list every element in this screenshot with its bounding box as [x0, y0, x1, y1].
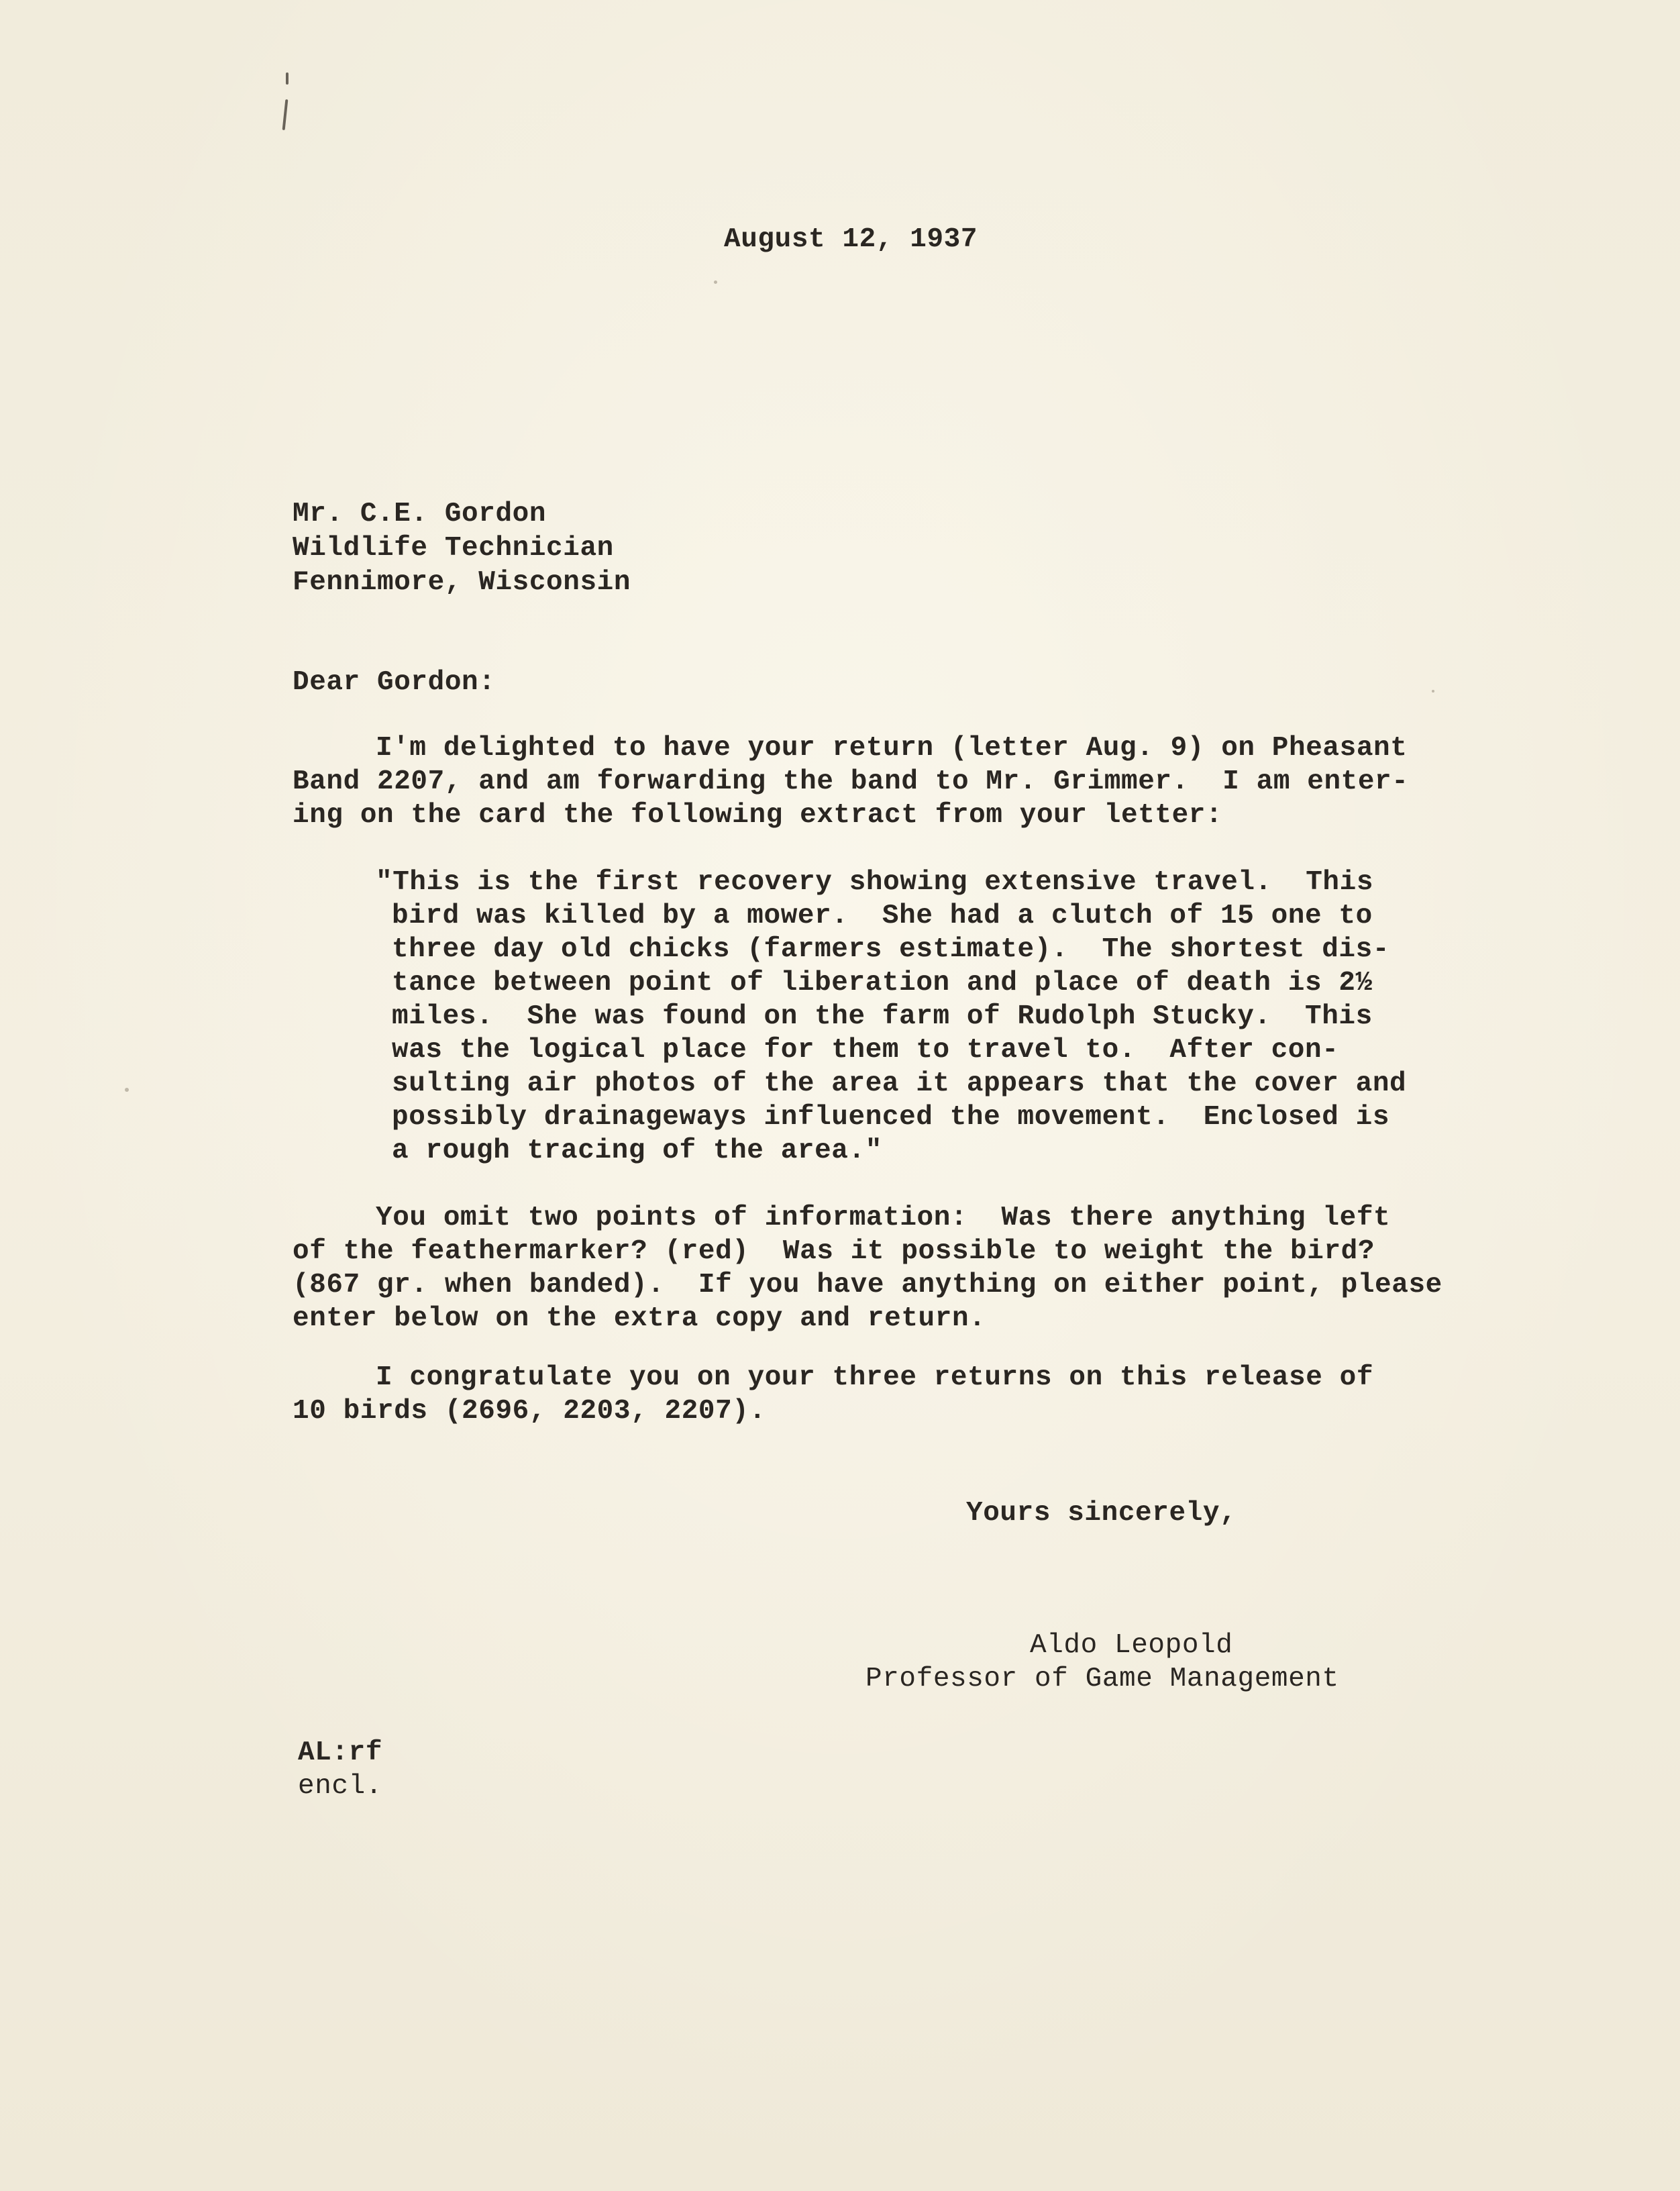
recipient-name: Mr. C.E. Gordon: [293, 499, 547, 529]
recipient-location: Fennimore, Wisconsin: [293, 567, 631, 598]
letter-date: August 12, 1937: [724, 224, 978, 255]
quote-line: "This is the first recovery showing extensive travel. This: [376, 867, 1374, 898]
quote-line: three day old chicks (farmers estimate). The shortest dis-: [392, 934, 1390, 965]
paragraph-2-line: of the feathermarker? (red) Was it possible to weight the bird?: [293, 1236, 1375, 1267]
paragraph-2-line: (867 gr. when banded). If you have anything on either point, please: [293, 1270, 1442, 1301]
signature-title: Professor of Game Management: [865, 1664, 1339, 1694]
ink-mark: [282, 99, 288, 130]
salutation: Dear Gordon:: [293, 667, 496, 698]
paragraph-1-line: Band 2207, and am forwarding the band to Mr. Grimmer. I am enter-: [293, 766, 1409, 797]
paper-speck: [125, 1088, 129, 1092]
paragraph-1-line: I'm delighted to have your return (letter Aug. 9) on Pheasant: [376, 733, 1408, 764]
quote-line: sulting air photos of the area it appears that the cover and: [392, 1068, 1407, 1099]
quote-line: tance between point of liberation and place of death is 2½: [392, 968, 1373, 999]
paragraph-1-line: ing on the card the following extract from your letter:: [293, 800, 1223, 831]
signature-name: Aldo Leopold: [1030, 1630, 1233, 1661]
paper-speck: [714, 281, 717, 284]
closing: Yours sincerely,: [966, 1498, 1237, 1529]
paragraph-2-line: enter below on the extra copy and return.: [293, 1303, 986, 1334]
reference-initials: AL:rf: [298, 1737, 383, 1768]
paragraph-3-line: 10 birds (2696, 2203, 2207).: [293, 1396, 766, 1427]
paragraph-2-line: You omit two points of information: Was there anything left: [376, 1203, 1391, 1233]
quote-line: a rough tracing of the area.": [392, 1135, 882, 1166]
enclosure-note: encl.: [298, 1771, 383, 1802]
paragraph-3-line: I congratulate you on your three returns on this release of: [376, 1362, 1374, 1393]
ink-mark: [286, 72, 288, 85]
quote-line: possibly drainageways influenced the movement. Enclosed is: [392, 1102, 1390, 1133]
quote-line: was the logical place for them to travel to. After con-: [392, 1035, 1339, 1066]
quote-line: bird was killed by a mower. She had a clutch of 15 one to: [392, 901, 1373, 931]
paper-speck: [1432, 690, 1434, 693]
recipient-title: Wildlife Technician: [293, 533, 614, 564]
quote-line: miles. She was found on the farm of Rudolph Stucky. This: [392, 1001, 1373, 1032]
